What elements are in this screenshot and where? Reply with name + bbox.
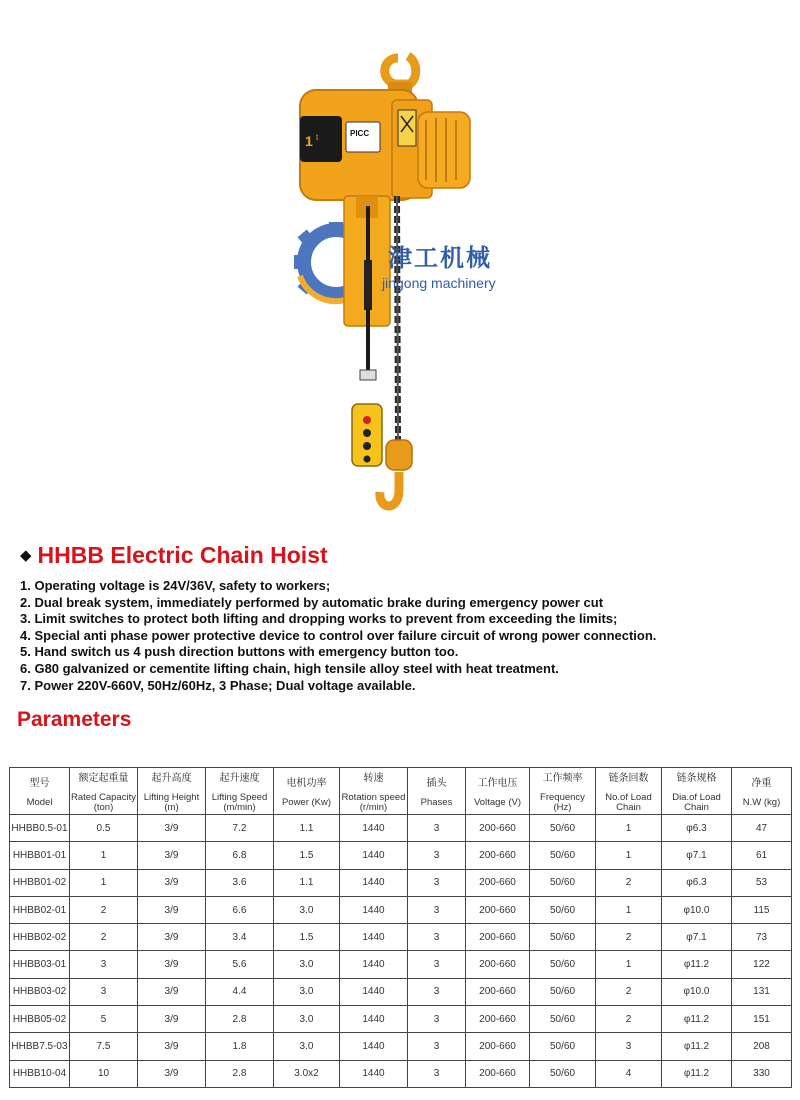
table-cell: 3 <box>408 978 466 1005</box>
column-header <box>596 768 662 815</box>
table-cell: 2 <box>596 1006 662 1033</box>
table-cell: 3/9 <box>138 1060 206 1087</box>
feature-list <box>20 578 656 694</box>
table-cell: 1 <box>596 842 662 869</box>
table-row <box>10 896 792 923</box>
column-header-cn: 电机功率 <box>286 778 327 789</box>
feature-item: 1. Operating voltage is 24V/36V, safety to workers; <box>20 578 331 593</box>
table-cell: φ11.2 <box>662 1060 732 1087</box>
table-cell: 3/9 <box>138 951 206 978</box>
column-header <box>10 768 70 815</box>
table-row <box>10 1060 792 1087</box>
svg-text:1: 1 <box>305 133 313 149</box>
table-cell: φ7.1 <box>662 842 732 869</box>
table-cell: 53 <box>732 869 792 896</box>
table-header-row <box>10 768 792 815</box>
table-cell: 50/60 <box>530 896 596 923</box>
table-cell: 4.4 <box>206 978 274 1005</box>
column-header <box>530 768 596 815</box>
column-header-cn: 额定起重量 <box>78 773 129 784</box>
table-cell: φ7.1 <box>662 924 732 951</box>
column-header <box>206 768 274 815</box>
svg-text:t: t <box>316 133 319 142</box>
table-row <box>10 815 792 842</box>
table-cell: 1440 <box>340 978 408 1005</box>
column-header-cn: 转速 <box>363 773 384 784</box>
bottom-hook-icon <box>380 440 412 506</box>
table-cell: 1440 <box>340 869 408 896</box>
model-cell: HHBB0.5-01 <box>10 815 70 842</box>
table-cell: 1440 <box>340 924 408 951</box>
table-cell: 5 <box>70 1006 138 1033</box>
table-cell: 3.0 <box>274 1033 340 1060</box>
model-cell: HHBB02-02 <box>10 924 70 951</box>
table-cell: 50/60 <box>530 842 596 869</box>
table-cell: 1 <box>596 951 662 978</box>
table-cell: 2 <box>596 978 662 1005</box>
table-cell: 7.2 <box>206 815 274 842</box>
table-cell: 131 <box>732 978 792 1005</box>
table-cell: 50/60 <box>530 1060 596 1087</box>
column-header-cn: 起升高度 <box>151 773 192 784</box>
table-cell: φ6.3 <box>662 869 732 896</box>
table-cell: 1440 <box>340 1033 408 1060</box>
column-header <box>274 768 340 815</box>
table-cell: 200-660 <box>466 869 530 896</box>
table-cell: 1440 <box>340 1060 408 1087</box>
column-header-cn: 型号 <box>29 778 50 789</box>
table-row <box>10 869 792 896</box>
table-cell: 50/60 <box>530 1006 596 1033</box>
table-cell: 50/60 <box>530 978 596 1005</box>
table-cell: 3 <box>408 1033 466 1060</box>
table-cell: 3/9 <box>138 978 206 1005</box>
table-cell: 151 <box>732 1006 792 1033</box>
model-cell: HHBB01-02 <box>10 869 70 896</box>
column-header <box>408 768 466 815</box>
table-cell: 1440 <box>340 815 408 842</box>
table-cell: 1 <box>596 815 662 842</box>
column-header-cn: 净重 <box>751 778 772 789</box>
table-cell: 1 <box>70 842 138 869</box>
table-cell: 3.0 <box>274 978 340 1005</box>
column-header-en: Lifting Height (m) <box>143 792 200 813</box>
model-cell: HHBB10-04 <box>10 1060 70 1087</box>
table-row <box>10 842 792 869</box>
table-cell: φ10.0 <box>662 978 732 1005</box>
table-cell: 3/9 <box>138 815 206 842</box>
table-cell: 2.8 <box>206 1006 274 1033</box>
table-cell: 2 <box>596 869 662 896</box>
column-header-cn: 链条回数 <box>608 773 649 784</box>
table-cell: 200-660 <box>466 1033 530 1060</box>
feature-item: 4. Special anti phase power protective device to control over failure circuit of wrong power connection. <box>20 627 657 643</box>
table-cell: 3/9 <box>138 896 206 923</box>
table-cell: 208 <box>732 1033 792 1060</box>
table-cell: 3.4 <box>206 924 274 951</box>
table-cell: 3 <box>408 842 466 869</box>
table-cell: φ10.0 <box>662 896 732 923</box>
table-cell: 200-660 <box>466 951 530 978</box>
table-cell: φ11.2 <box>662 1006 732 1033</box>
table-cell: 3.0 <box>274 896 340 923</box>
table-cell: 3 <box>408 869 466 896</box>
table-cell: 7.5 <box>70 1033 138 1060</box>
feature-item: 6. G80 galvanized or cementite lifting chain, high tensile alloy steel with heat treatment. <box>20 660 559 676</box>
table-cell: 200-660 <box>466 924 530 951</box>
table-row <box>10 924 792 951</box>
table-row <box>10 978 792 1005</box>
pendant-switch-icon <box>352 370 382 466</box>
table-cell: 47 <box>732 815 792 842</box>
table-row <box>10 1006 792 1033</box>
table-cell: 3 <box>408 1006 466 1033</box>
table-row <box>10 1033 792 1060</box>
table-cell: 1.5 <box>274 842 340 869</box>
table-cell: 50/60 <box>530 951 596 978</box>
column-header-cn: 插头 <box>426 778 447 789</box>
table-cell: 1440 <box>340 896 408 923</box>
table-cell: 3 <box>408 815 466 842</box>
column-header <box>732 768 792 815</box>
watermark-brand-cn: 津工机械 <box>388 244 492 272</box>
table-cell: 50/60 <box>530 924 596 951</box>
feature-item: 7. Power 220V-660V, 50Hz/60Hz, 3 Phase; Dual voltage available. <box>20 677 416 693</box>
table-cell: 3/9 <box>138 1033 206 1060</box>
parameters-table <box>9 767 792 1088</box>
feature-item: 5. Hand switch us 4 push direction buttons with emergency button too. <box>20 644 459 660</box>
table-cell: 200-660 <box>466 1060 530 1087</box>
table-cell: 3/9 <box>138 842 206 869</box>
table-cell: 3/9 <box>138 869 206 896</box>
watermark-brand-en: jingong machinery <box>382 275 496 291</box>
table-cell: φ6.3 <box>662 815 732 842</box>
table-cell: 6.6 <box>206 896 274 923</box>
column-header-cn: 工作频率 <box>542 773 583 784</box>
column-header-en: Rated Capacity (ton) <box>71 792 136 813</box>
column-header-cn: 起升速度 <box>219 773 260 784</box>
table-cell: 115 <box>732 896 792 923</box>
column-header-en: N.W (kg) <box>742 797 781 808</box>
model-cell: HHBB03-01 <box>10 951 70 978</box>
table-cell: 3 <box>408 951 466 978</box>
section-heading <box>20 538 328 572</box>
table-cell: 73 <box>732 924 792 951</box>
table-cell: 3/9 <box>138 1006 206 1033</box>
table-cell: 50/60 <box>530 869 596 896</box>
column-header <box>340 768 408 815</box>
table-cell: 61 <box>732 842 792 869</box>
table-cell: 1.5 <box>274 924 340 951</box>
parameters-heading: Parameters <box>17 708 132 731</box>
model-cell: HHBB05-02 <box>10 1006 70 1033</box>
table-cell: 10 <box>70 1060 138 1087</box>
feature-item: 2. Dual break system, immediately performed by automatic brake during emergency power cut <box>20 594 604 610</box>
table-cell: 50/60 <box>530 1033 596 1060</box>
column-header <box>138 768 206 815</box>
table-cell: 3.0x2 <box>274 1060 340 1087</box>
table-cell: 2 <box>70 896 138 923</box>
table-cell: 200-660 <box>466 815 530 842</box>
table-cell: 200-660 <box>466 978 530 1005</box>
table-cell: 6.8 <box>206 842 274 869</box>
load-chain <box>397 196 398 440</box>
table-cell: 3/9 <box>138 924 206 951</box>
table-cell: 5.6 <box>206 951 274 978</box>
column-header-en: Dia.of Load Chain <box>672 792 721 813</box>
table-cell: 3 <box>70 978 138 1005</box>
table-cell: 0.5 <box>70 815 138 842</box>
table-cell: 200-660 <box>466 842 530 869</box>
hoist-body <box>300 90 470 200</box>
diamond-bullet-icon: ◆ <box>20 547 32 564</box>
table-cell: 3 <box>408 1060 466 1087</box>
table-cell: 330 <box>732 1060 792 1087</box>
column-header-en: Phases <box>420 797 453 808</box>
table-cell: 3 <box>70 951 138 978</box>
table-cell: 1440 <box>340 1006 408 1033</box>
table-cell: 50/60 <box>530 815 596 842</box>
table-cell: 1440 <box>340 951 408 978</box>
table-cell: φ11.2 <box>662 1033 732 1060</box>
table-cell: 3 <box>408 896 466 923</box>
table-cell: 1440 <box>340 842 408 869</box>
table-cell: 1 <box>70 869 138 896</box>
column-header-en: Rotation speed (r/min) <box>341 792 406 813</box>
table-cell: 122 <box>732 951 792 978</box>
feature-item: 3. Limit switches to protect both lifting and dropping works to prevent from exceeding the limits; <box>20 611 618 627</box>
table-cell: 1.1 <box>274 815 340 842</box>
table-cell: 200-660 <box>466 1006 530 1033</box>
product-title: HHBB Electric Chain Hoist <box>37 541 328 568</box>
model-cell: HHBB7.5-03 <box>10 1033 70 1060</box>
column-header-en: Voltage (V) <box>474 797 521 808</box>
model-cell: HHBB02-01 <box>10 896 70 923</box>
model-cell: HHBB03-02 <box>10 978 70 1005</box>
table-cell: φ11.2 <box>662 951 732 978</box>
table-cell: 4 <box>596 1060 662 1087</box>
model-cell: HHBB01-01 <box>10 842 70 869</box>
table-cell: 3.0 <box>274 951 340 978</box>
table-cell: 3.6 <box>206 869 274 896</box>
column-header <box>70 768 138 815</box>
column-header <box>662 768 732 815</box>
column-header-en: Frequency (Hz) <box>540 792 585 813</box>
table-cell: 1 <box>596 896 662 923</box>
table-cell: 2 <box>70 924 138 951</box>
table-cell: 3 <box>596 1033 662 1060</box>
table-cell: 1.8 <box>206 1033 274 1060</box>
column-header <box>466 768 530 815</box>
column-header-en: Power (Kw) <box>281 797 332 808</box>
column-header-cn: 工作电压 <box>477 778 518 789</box>
table-cell: 2 <box>596 924 662 951</box>
table-row <box>10 951 792 978</box>
table-cell: 3.0 <box>274 1006 340 1033</box>
column-header-en: Lifting Speed (m/min) <box>211 792 268 813</box>
product-image <box>0 0 800 525</box>
column-header-cn: 链条规格 <box>676 773 717 784</box>
column-header-en: Model <box>26 797 53 808</box>
table-cell: 2.8 <box>206 1060 274 1087</box>
table-cell: 1.1 <box>274 869 340 896</box>
svg-text:PICC: PICC <box>350 129 370 138</box>
table-cell: 3 <box>408 924 466 951</box>
column-header-en: No.of Load Chain <box>605 792 652 813</box>
table-cell: 200-660 <box>466 896 530 923</box>
